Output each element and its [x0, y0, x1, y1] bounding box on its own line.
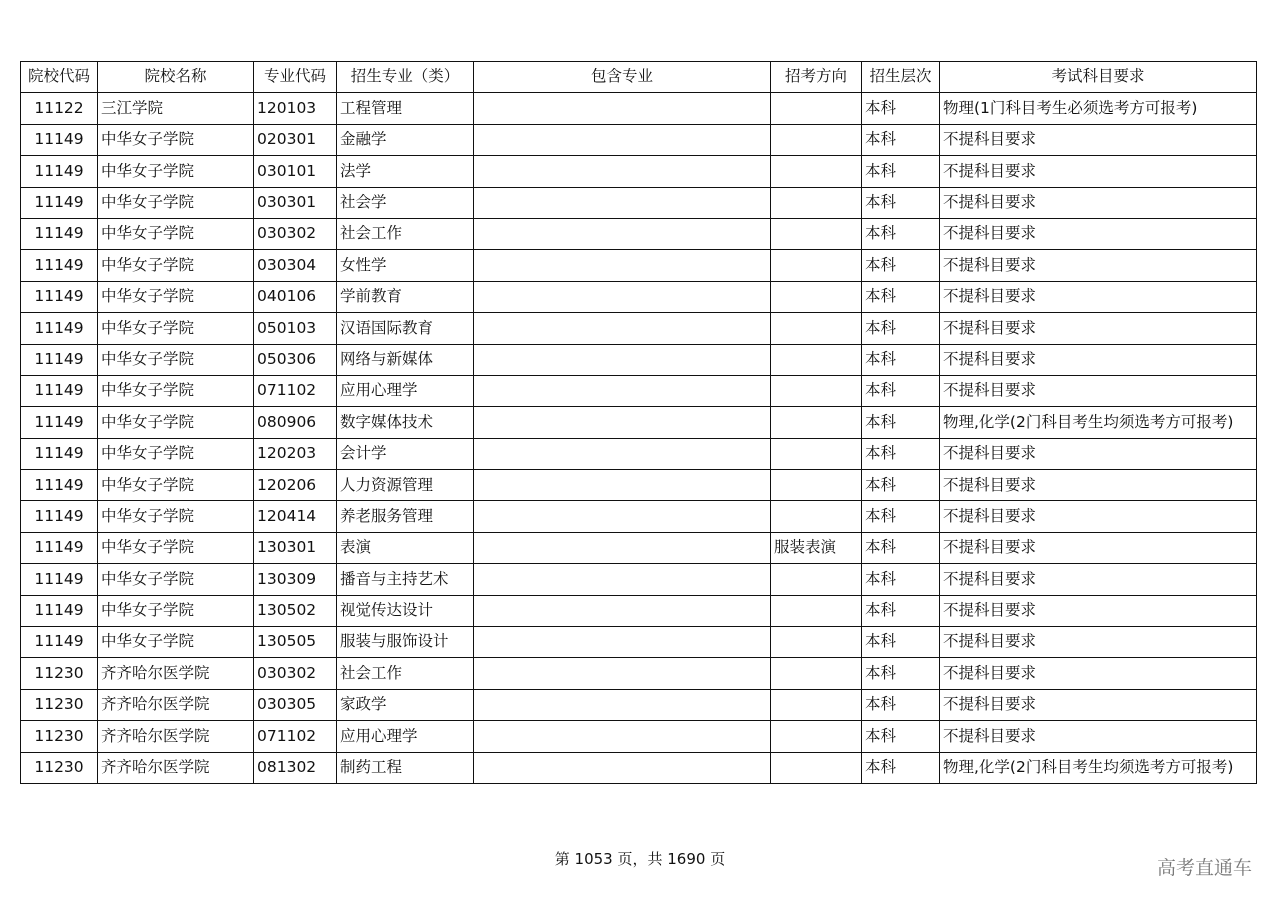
cell-direction — [771, 564, 862, 595]
cell-major: 播音与主持艺术 — [337, 564, 474, 595]
cell-direction — [771, 156, 862, 187]
cell-major: 社会学 — [337, 187, 474, 218]
cell-major-code: 071102 — [254, 721, 337, 752]
cell-major-code: 120203 — [254, 438, 337, 469]
cell-direction — [771, 627, 862, 658]
cell-included-majors — [474, 532, 771, 563]
cell-level: 本科 — [862, 344, 940, 375]
cell-level: 本科 — [862, 752, 940, 783]
cell-level: 本科 — [862, 313, 940, 344]
cell-direction — [771, 658, 862, 689]
cell-school-name: 中华女子学院 — [98, 218, 254, 249]
table-header-row — [21, 62, 1257, 93]
cell-major-code: 030305 — [254, 689, 337, 720]
cell-subject-requirement: 不提科目要求 — [940, 124, 1257, 155]
page-number: 第 1053 页，共 1690 页 — [554, 850, 726, 868]
cell-major: 汉语国际教育 — [337, 313, 474, 344]
cell-subject-requirement: 不提科目要求 — [940, 470, 1257, 501]
header-level: 招生层次 — [862, 62, 940, 93]
cell-direction — [771, 281, 862, 312]
cell-included-majors — [474, 375, 771, 406]
cell-direction: 服装表演 — [771, 532, 862, 563]
cell-major: 工程管理 — [337, 93, 474, 124]
cell-level: 本科 — [862, 658, 940, 689]
cell-school-code: 11149 — [21, 156, 98, 187]
cell-school-name: 中华女子学院 — [98, 627, 254, 658]
cell-major-code: 050103 — [254, 313, 337, 344]
cell-included-majors — [474, 344, 771, 375]
header-subject-requirement: 考试科目要求 — [940, 62, 1257, 93]
cell-major: 人力资源管理 — [337, 470, 474, 501]
cell-major-code: 030302 — [254, 658, 337, 689]
cell-subject-requirement: 不提科目要求 — [940, 438, 1257, 469]
cell-major-code: 030302 — [254, 218, 337, 249]
cell-major: 服装与服饰设计 — [337, 627, 474, 658]
cell-school-name: 中华女子学院 — [98, 313, 254, 344]
cell-school-name: 中华女子学院 — [98, 501, 254, 532]
cell-included-majors — [474, 501, 771, 532]
cell-school-code: 11230 — [21, 752, 98, 783]
cell-level: 本科 — [862, 595, 940, 626]
cell-school-name: 齐齐哈尔医学院 — [98, 689, 254, 720]
cell-major: 学前教育 — [337, 281, 474, 312]
cell-school-code: 11149 — [21, 218, 98, 249]
cell-subject-requirement: 不提科目要求 — [940, 156, 1257, 187]
cell-direction — [771, 93, 862, 124]
cell-subject-requirement: 不提科目要求 — [940, 187, 1257, 218]
cell-included-majors — [474, 721, 771, 752]
cell-included-majors — [474, 281, 771, 312]
cell-subject-requirement: 不提科目要求 — [940, 313, 1257, 344]
cell-included-majors — [474, 250, 771, 281]
table-row — [21, 470, 1257, 501]
cell-direction — [771, 124, 862, 155]
table-row — [21, 532, 1257, 563]
table-row — [21, 658, 1257, 689]
table-row — [21, 344, 1257, 375]
cell-level: 本科 — [862, 407, 940, 438]
cell-school-code: 11149 — [21, 187, 98, 218]
cell-direction — [771, 407, 862, 438]
cell-subject-requirement: 不提科目要求 — [940, 564, 1257, 595]
table-row — [21, 156, 1257, 187]
cell-school-code: 11149 — [21, 250, 98, 281]
cell-included-majors — [474, 658, 771, 689]
cell-included-majors — [474, 627, 771, 658]
cell-school-code: 11149 — [21, 595, 98, 626]
cell-subject-requirement: 物理(1门科目考生必须选考方可报考) — [940, 93, 1257, 124]
header-major: 招生专业（类） — [337, 62, 474, 93]
cell-level: 本科 — [862, 438, 940, 469]
cell-school-code: 11149 — [21, 313, 98, 344]
cell-direction — [771, 438, 862, 469]
table-row — [21, 218, 1257, 249]
cell-major-code: 130301 — [254, 532, 337, 563]
cell-subject-requirement: 物理,化学(2门科目考生均须选考方可报考) — [940, 407, 1257, 438]
cell-school-name: 中华女子学院 — [98, 407, 254, 438]
cell-major-code: 081302 — [254, 752, 337, 783]
cell-major-code: 120414 — [254, 501, 337, 532]
table-row — [21, 501, 1257, 532]
cell-school-code: 11149 — [21, 564, 98, 595]
admission-table — [20, 61, 1257, 784]
header-major-code: 专业代码 — [254, 62, 337, 93]
table-row — [21, 689, 1257, 720]
cell-major-code: 030101 — [254, 156, 337, 187]
table-row — [21, 187, 1257, 218]
cell-school-code: 11149 — [21, 344, 98, 375]
cell-direction — [771, 595, 862, 626]
cell-school-name: 中华女子学院 — [98, 438, 254, 469]
cell-major: 女性学 — [337, 250, 474, 281]
cell-major-code: 040106 — [254, 281, 337, 312]
cell-direction — [771, 218, 862, 249]
cell-major: 社会工作 — [337, 218, 474, 249]
table-row — [21, 752, 1257, 783]
cell-major: 法学 — [337, 156, 474, 187]
cell-included-majors — [474, 752, 771, 783]
cell-major: 金融学 — [337, 124, 474, 155]
cell-direction — [771, 752, 862, 783]
cell-level: 本科 — [862, 218, 940, 249]
cell-included-majors — [474, 438, 771, 469]
cell-level: 本科 — [862, 93, 940, 124]
cell-school-name: 中华女子学院 — [98, 595, 254, 626]
cell-school-code: 11149 — [21, 470, 98, 501]
table-row — [21, 281, 1257, 312]
cell-subject-requirement: 不提科目要求 — [940, 689, 1257, 720]
cell-school-code: 11122 — [21, 93, 98, 124]
cell-major: 制药工程 — [337, 752, 474, 783]
cell-major-code: 020301 — [254, 124, 337, 155]
table-row — [21, 313, 1257, 344]
cell-school-code: 11230 — [21, 689, 98, 720]
table-row — [21, 124, 1257, 155]
cell-subject-requirement: 不提科目要求 — [940, 501, 1257, 532]
cell-level: 本科 — [862, 470, 940, 501]
table-row — [21, 627, 1257, 658]
cell-school-code: 11149 — [21, 627, 98, 658]
cell-school-name: 中华女子学院 — [98, 564, 254, 595]
cell-level: 本科 — [862, 375, 940, 406]
cell-level: 本科 — [862, 564, 940, 595]
cell-school-name: 齐齐哈尔医学院 — [98, 721, 254, 752]
cell-subject-requirement: 不提科目要求 — [940, 375, 1257, 406]
cell-major: 应用心理学 — [337, 721, 474, 752]
cell-included-majors — [474, 595, 771, 626]
cell-included-majors — [474, 313, 771, 344]
cell-school-code: 11149 — [21, 375, 98, 406]
cell-school-code: 11149 — [21, 407, 98, 438]
cell-direction — [771, 721, 862, 752]
cell-level: 本科 — [862, 187, 940, 218]
cell-included-majors — [474, 93, 771, 124]
cell-major: 会计学 — [337, 438, 474, 469]
table-row — [21, 564, 1257, 595]
cell-major-code: 071102 — [254, 375, 337, 406]
cell-school-code: 11149 — [21, 438, 98, 469]
cell-level: 本科 — [862, 124, 940, 155]
cell-major-code: 080906 — [254, 407, 337, 438]
cell-level: 本科 — [862, 627, 940, 658]
cell-school-name: 中华女子学院 — [98, 187, 254, 218]
cell-major-code: 030304 — [254, 250, 337, 281]
cell-direction — [771, 344, 862, 375]
cell-included-majors — [474, 218, 771, 249]
cell-included-majors — [474, 124, 771, 155]
cell-subject-requirement: 不提科目要求 — [940, 532, 1257, 563]
cell-school-name: 齐齐哈尔医学院 — [98, 658, 254, 689]
watermark-logo: 高考直通车 — [1156, 857, 1252, 879]
cell-school-name: 三江学院 — [98, 93, 254, 124]
cell-school-code: 11149 — [21, 501, 98, 532]
cell-school-code: 11149 — [21, 281, 98, 312]
cell-subject-requirement: 不提科目要求 — [940, 721, 1257, 752]
table-row — [21, 407, 1257, 438]
cell-level: 本科 — [862, 689, 940, 720]
cell-major: 应用心理学 — [337, 375, 474, 406]
cell-level: 本科 — [862, 501, 940, 532]
cell-level: 本科 — [862, 532, 940, 563]
table-row — [21, 250, 1257, 281]
table-row — [21, 595, 1257, 626]
header-direction: 招考方向 — [771, 62, 862, 93]
cell-subject-requirement: 不提科目要求 — [940, 595, 1257, 626]
cell-level: 本科 — [862, 281, 940, 312]
cell-school-code: 11230 — [21, 658, 98, 689]
cell-school-code: 11149 — [21, 532, 98, 563]
cell-level: 本科 — [862, 250, 940, 281]
cell-major-code: 030301 — [254, 187, 337, 218]
cell-subject-requirement: 不提科目要求 — [940, 627, 1257, 658]
cell-school-name: 中华女子学院 — [98, 375, 254, 406]
cell-school-name: 中华女子学院 — [98, 470, 254, 501]
cell-included-majors — [474, 156, 771, 187]
cell-school-code: 11149 — [21, 124, 98, 155]
cell-school-code: 11230 — [21, 721, 98, 752]
table-row — [21, 93, 1257, 124]
cell-major-code: 130502 — [254, 595, 337, 626]
cell-subject-requirement: 物理,化学(2门科目考生均须选考方可报考) — [940, 752, 1257, 783]
cell-direction — [771, 375, 862, 406]
cell-school-name: 中华女子学院 — [98, 250, 254, 281]
cell-subject-requirement: 不提科目要求 — [940, 250, 1257, 281]
cell-included-majors — [474, 689, 771, 720]
cell-direction — [771, 313, 862, 344]
cell-major: 家政学 — [337, 689, 474, 720]
cell-subject-requirement: 不提科目要求 — [940, 658, 1257, 689]
header-school-code: 院校代码 — [21, 62, 98, 93]
cell-direction — [771, 187, 862, 218]
cell-major: 表演 — [337, 532, 474, 563]
cell-major: 网络与新媒体 — [337, 344, 474, 375]
cell-school-name: 齐齐哈尔医学院 — [98, 752, 254, 783]
cell-included-majors — [474, 187, 771, 218]
cell-major: 视觉传达设计 — [337, 595, 474, 626]
cell-subject-requirement: 不提科目要求 — [940, 344, 1257, 375]
cell-direction — [771, 470, 862, 501]
cell-included-majors — [474, 407, 771, 438]
cell-included-majors — [474, 470, 771, 501]
cell-major: 养老服务管理 — [337, 501, 474, 532]
cell-school-name: 中华女子学院 — [98, 344, 254, 375]
table-row — [21, 438, 1257, 469]
cell-major: 社会工作 — [337, 658, 474, 689]
cell-major-code: 120103 — [254, 93, 337, 124]
table-body — [21, 93, 1257, 784]
cell-major-code: 130505 — [254, 627, 337, 658]
cell-major-code: 120206 — [254, 470, 337, 501]
cell-major-code: 130309 — [254, 564, 337, 595]
cell-subject-requirement: 不提科目要求 — [940, 281, 1257, 312]
table-row — [21, 375, 1257, 406]
cell-included-majors — [474, 564, 771, 595]
cell-direction — [771, 250, 862, 281]
cell-major: 数字媒体技术 — [337, 407, 474, 438]
cell-school-name: 中华女子学院 — [98, 124, 254, 155]
cell-level: 本科 — [862, 721, 940, 752]
cell-school-name: 中华女子学院 — [98, 156, 254, 187]
header-school-name: 院校名称 — [98, 62, 254, 93]
cell-direction — [771, 689, 862, 720]
cell-school-name: 中华女子学院 — [98, 281, 254, 312]
cell-direction — [771, 501, 862, 532]
cell-level: 本科 — [862, 156, 940, 187]
cell-subject-requirement: 不提科目要求 — [940, 218, 1257, 249]
cell-school-name: 中华女子学院 — [98, 532, 254, 563]
table-row — [21, 721, 1257, 752]
header-included-majors: 包含专业 — [474, 62, 771, 93]
cell-major-code: 050306 — [254, 344, 337, 375]
